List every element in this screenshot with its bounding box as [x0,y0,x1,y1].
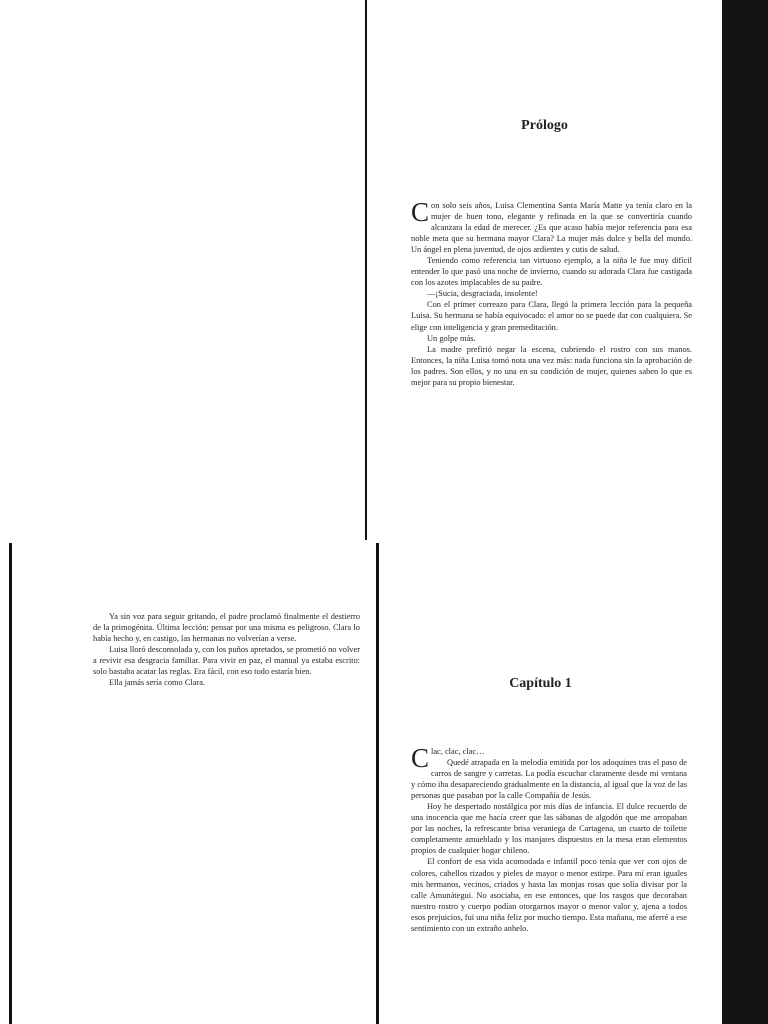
prologue-paragraph-4: Con el primer correazo para Clara, llegó la primera lección para la pequeña Luisa. Su hermana se había equivocado: el amor no se puede dar con cualquiera. Se elige con inteligencia y gran premeditación. [411,300,692,332]
prologue-page [367,0,722,540]
continuation-body [93,611,360,688]
chapter-paragraph-3: Hoy he despertado nostálgica por mis días de infancia. El dulce recuerdo de una inocencia que me hacía creer que las sábanas de algodón que me arropaban por las noches, la refrescante brisa veraniega de Cartagena, un cuarto de toilette completamente amueblado y los manjares dispuestos en la mesa eran elementos propios de cualquier hogar chileno. [411,802,687,856]
prologue-title: Prólogo [521,118,568,133]
chapter-title: Capítulo 1 [509,676,572,691]
prologue-paragraph-3: —¡Sucia, desgraciada, insolente! [427,289,538,299]
prologue-dropcap: C [411,197,430,227]
continuation-page [12,543,376,1024]
prologue-paragraph-2: Teniendo como referencia tan virtuoso ejemplo, a la niña le fue muy difícil entender lo que pasó una noche de invierno, cuando su adorada Clara fue castigada con los azotes implacables de su padre. [411,256,692,288]
chapter-body [411,743,687,934]
prologue-paragraph-5: Un golpe más. [427,333,476,343]
continuation-paragraph-2: Luisa lloró desconsolada y, con los puños apretados, se prometió no volver a revivir esa desgracia familiar. Para vivir en paz, el manual ya estaba escrito: solo bastaba acatar las reglas. Era fácil, con eso todo estaría bien. [93,645,360,677]
prologue-paragraph-6: La madre prefirió negar la escena, cubriendo el rostro con sus manos. Entonces, la niña Luisa tomó nota una vez más: nada funciona sin la aprobación de los padres. Son ellos, y no una en su condición de mujer, quienes saben lo que es mejor para su propio bienestar. [411,344,692,387]
chapter-paragraph-4: El confort de esa vida acomodada e infantil poco tenía que ver con ojos de colores, cabellos rizados y pieles de mayor o menor estirpe. Para mí eran iguales mis hermanos, vecinos, criados y hasta las monjas rosas que solía divisar por la calle Amunátegui. No asociaba, en ese entonces, que los rasgos que decoraban nuestro rostro y cuerpo podían otorgarnos mayor o menor valor y, ajena a todos esos prejuicios, fui una niña feliz por mucho tiempo. Esta mañana, me aferré a ese sentimiento con un extraño anhelo. [411,857,687,933]
chapter-dropcap: C [411,743,430,773]
continuation-paragraph-1: Ya sin voz para seguir gritando, el padre proclamó finalmente el destierro de la primogénita. Última lección: pensar por una misma es peligroso. Clara lo había hecho y, en castigo, las hermanas no volverían a verse. [93,612,360,644]
scan-right-edge [722,0,768,1024]
continuation-paragraph-3: Ella jamás sería como Clara. [109,678,206,688]
prologue-body [411,197,692,388]
chapter-page [379,543,722,1024]
prologue-paragraph-1: Con solo seis años, Luisa Clementina Santa María Matte ya tenía claro en la mujer de buen tono, elegante y refinada en la que se convertiría cuando alcanzara la edad de merecer. ¿Es que acaso había mejor referencia para esa noble meta que su hermana mayor Clara? La mujer más dulce y bella del mundo. Un ángel en plena juventud, de ojos ardientes y cutis de salud. [411,197,692,255]
chapter-paragraph-2: Quedé atrapada en la melodía emitida por los adoquines tras el paso de carros de sangre y carretas. La podía escuchar claramente desde mi ventana y cómo iba desapareciendo gradualmente en la distancia, al igual que la voz de las personas que pasaban por la calle Compañía de Jesús. [411,758,687,801]
chapter-paragraph-1: Clac, clac, clac… [411,743,485,773]
